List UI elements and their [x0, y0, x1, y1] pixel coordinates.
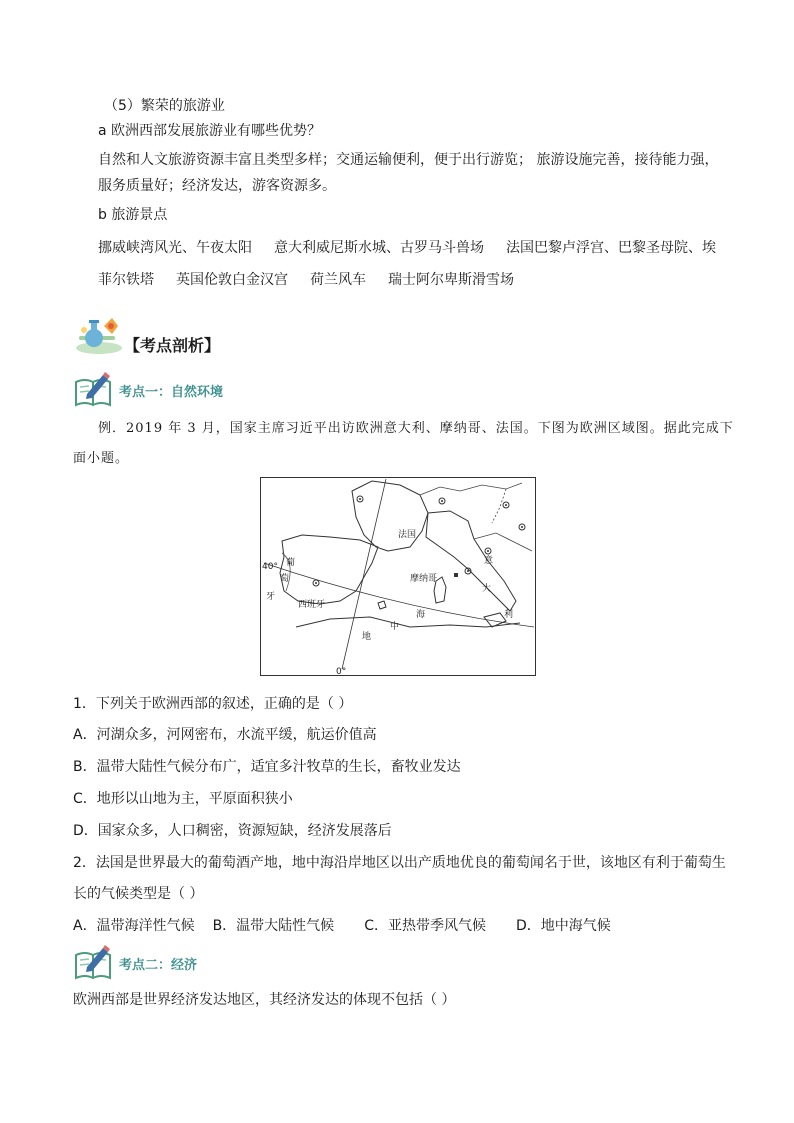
sight-italy: 意大利威尼斯水城、古罗马斗兽场: [274, 240, 484, 256]
map-label-sea-1: 地: [362, 632, 372, 642]
q2-option-b: B．温带大陆性气候: [212, 918, 335, 934]
question-a-label: a 欧洲西部发展旅游业有哪些优势？: [98, 123, 322, 139]
kp1-title: 考点一：自然环境: [119, 385, 224, 400]
q2-option-a: A．温带海洋性气候: [73, 918, 195, 934]
flask-icon: [74, 314, 124, 356]
map-label-sea-3: 海: [416, 610, 426, 620]
q2-stem-line2: 长的气候类型是（ ）: [73, 886, 204, 902]
sight-france: 法国巴黎卢浮宫、巴黎圣母院、埃: [506, 240, 716, 256]
sight-eiffel: 菲尔铁塔: [98, 272, 154, 288]
q2-option-c: C．亚热带季风气候: [364, 918, 486, 934]
map-label-italy-2: 大: [482, 584, 492, 594]
europe-map: [260, 477, 536, 676]
q2-options: [73, 916, 611, 936]
q1-option-b: B．温带大陆性气候分布广，适宜多汁牧草的生长，畜牧业发达: [73, 759, 461, 775]
map-label-lon: 0°: [336, 667, 347, 676]
analysis-title: 【考点剖析】: [124, 336, 221, 355]
kp2-question: 欧洲西部是世界经济发达地区，其经济发达的体现不包括（ ）: [73, 992, 456, 1008]
q2-option-d: D．地中海气候: [515, 918, 611, 934]
map-label-lat: 40°: [262, 562, 278, 572]
map-label-portugal-a: 葡: [286, 558, 296, 568]
q2-stem-line1: 2．法国是世界最大的葡萄酒产地，地中海沿岸地区以出产质地优良的葡萄闻名于世，该地区有利于葡萄生: [73, 855, 726, 871]
q1-option-d: D．国家众多，人口稠密，资源短缺，经济发展落后: [73, 823, 392, 839]
map-label-portugal-c: 牙: [266, 592, 276, 602]
kp2-title: 考点二：经济: [119, 958, 198, 973]
example-line2: 面小题。: [73, 451, 130, 466]
q1-option-a: A．河湖众多，河网密布，水流平缓，航运价值高: [73, 727, 377, 743]
map-label-italy-3: 利: [504, 610, 514, 620]
answer-a-line1: 自然和人文旅游资源丰富且类型多样；交通运输便利，便于出行游览； 旅游设施完善，接待能力强，: [98, 152, 719, 168]
q1-stem: 1．下列关于欧洲西部的叙述，正确的是（ ）: [73, 696, 353, 712]
map-label-italy-1: 意: [484, 556, 494, 566]
map-label-monaco: 摩纳哥: [410, 574, 438, 584]
sight-norway: 挪威峡湾风光、午夜太阳: [98, 240, 252, 256]
map-label-spain: 西班牙: [298, 600, 326, 610]
map-label-portugal-b: 萄: [280, 574, 290, 584]
q1-option-c: C．地形以山地为主，平原面积狭小: [73, 791, 293, 807]
sight-switzerland: 瑞士阿尔卑斯滑雪场: [388, 272, 514, 288]
book-pencil-icon: [73, 372, 113, 408]
example-line1: 例．2019 年 3 月，国家主席习近平出访欧洲意大利、摩纳哥、法国。下图为欧洲区域图。据此完成下: [98, 421, 734, 436]
section-heading-tourism: （5）繁荣的旅游业: [104, 98, 225, 114]
sight-netherlands: 荷兰风车: [310, 272, 366, 288]
sights-line2: [98, 270, 514, 290]
sights-line1: [98, 238, 716, 258]
book-pencil-icon: [73, 945, 113, 981]
sight-uk: 英国伦敦白金汉宫: [176, 272, 288, 288]
answer-a-line2: 服务质量好；经济发达，游客资源多。: [98, 178, 336, 194]
map-label-sea-2: 中: [390, 622, 400, 632]
map-label-france: 法国: [398, 530, 417, 540]
question-b-label: b 旅游景点: [98, 207, 168, 223]
